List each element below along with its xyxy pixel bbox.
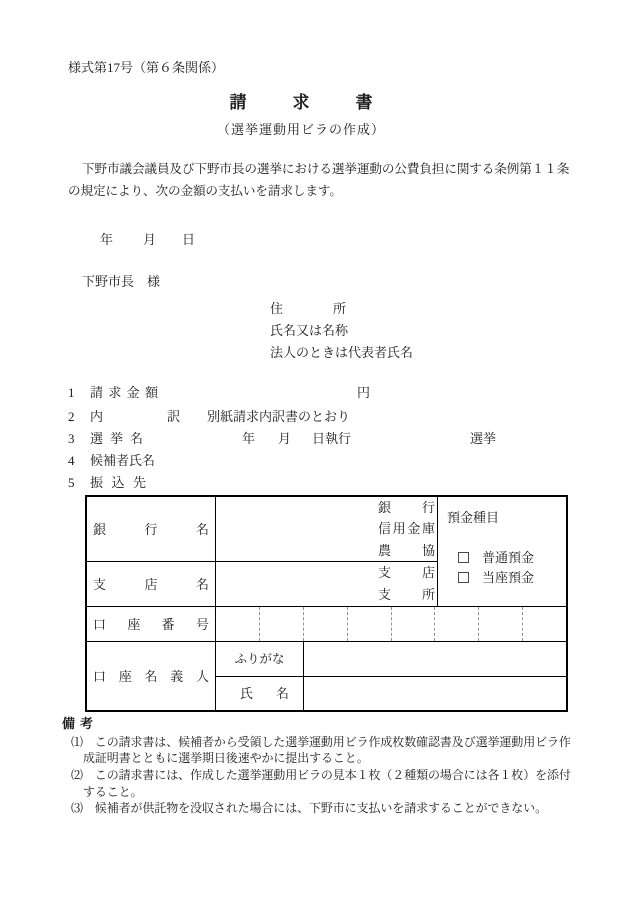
name-or-title-label: 氏名又は名称 — [270, 323, 349, 338]
bank-name-entry-cell — [216, 497, 438, 562]
item-row-election — [0, 432, 630, 448]
document-subtitle-row — [1, 123, 601, 138]
holder-name-input-area[interactable] — [304, 677, 566, 710]
holder-name-row — [216, 677, 566, 710]
election-suffix-label: 選挙 — [470, 431, 497, 446]
deposit-option-label: 当座預金 — [482, 570, 535, 585]
checkbox-icon[interactable] — [458, 552, 469, 563]
bank-type-bank: 銀行 — [378, 499, 435, 515]
furigana-label: ふりがな — [234, 651, 285, 666]
bank-name-label-cell — [87, 497, 216, 562]
date-row — [0, 233, 630, 249]
account-number-label-cell — [87, 607, 216, 642]
item-label-amount: 請求金額 — [90, 385, 158, 400]
branch-type-options — [378, 562, 435, 606]
branch-name-entry-cell — [216, 562, 438, 607]
account-digit-cell[interactable] — [434, 607, 478, 641]
deposit-type-cell — [438, 497, 566, 607]
bank-type-shinkin: 信用金庫 — [378, 521, 435, 537]
election-year-label: 年 — [242, 431, 256, 446]
holder-name-label: 氏名 — [240, 686, 289, 701]
account-holder-label-cell — [87, 642, 216, 710]
addressee: 下野市長 様 — [82, 274, 161, 289]
account-digit-cell[interactable] — [303, 607, 347, 641]
document-subtitle: （選挙運動用ビラの作成） — [216, 122, 385, 137]
account-number-label: 口座番号 — [93, 616, 209, 632]
holder-name-label-cell — [216, 677, 304, 710]
item-label-candidate: 候補者氏名 — [90, 453, 156, 468]
bank-name-input-area[interactable] — [216, 497, 375, 561]
account-digit-cell[interactable] — [216, 607, 259, 641]
form-number: 様式第17号（第６条関係） — [68, 60, 225, 75]
date-day-label: 日 — [182, 232, 196, 247]
election-day-exec-label: 日執行 — [312, 431, 352, 446]
item-number: 1 — [68, 385, 75, 400]
item-label-transfer: 振込先 — [90, 475, 146, 490]
item-number: 4 — [68, 453, 75, 468]
deposit-option-label: 普通預金 — [482, 550, 535, 565]
deposit-option-current — [458, 571, 566, 584]
account-digit-cell[interactable] — [391, 607, 435, 641]
item-row-transfer — [0, 476, 630, 492]
note-line: ⑴ この請求書は、候補者から受領した選挙運動用ビラ作成枚数確認書及び選挙運動用ビラ作 — [71, 735, 571, 749]
branch-type-shiten: 支店 — [378, 565, 435, 580]
account-digit-cell[interactable] — [347, 607, 391, 641]
branch-name-label-cell — [87, 562, 216, 607]
amount-unit-label: 円 — [357, 385, 371, 400]
item-number: 2 — [68, 409, 75, 424]
deposit-options — [458, 551, 566, 584]
document-title-row — [1, 93, 601, 113]
note-line: ⑶ 候補者が供託物を没収された場合には、下野市に支払いを請求することができない。 — [71, 801, 548, 815]
breakdown-value: 別紙請求内訳書のとおり — [207, 409, 351, 424]
body-paragraph-line-2: の規定により、次の金額の支払いを請求します。 — [68, 184, 342, 198]
item-label-election: 選挙名 — [90, 431, 143, 446]
note-line: 成証明書とともに選挙期日後速やかに提出すること。 — [83, 751, 369, 765]
branch-name-input-area[interactable] — [216, 562, 375, 606]
note-line: ⑵ この請求書には、作成した選挙運動用ビラの見本１枚（２種類の場合には各１枚）を添付 — [71, 768, 571, 782]
item-row-breakdown — [0, 410, 630, 426]
account-digit-cell[interactable] — [522, 607, 566, 641]
account-digit-cell[interactable] — [259, 607, 303, 641]
item-row-amount — [0, 386, 630, 402]
deposit-type-label: 預金種目 — [447, 510, 500, 525]
bank-transfer-table — [85, 495, 568, 712]
branch-name-label: 支店名 — [93, 576, 209, 592]
item-label-breakdown: 内訳 — [90, 409, 180, 424]
election-month-label: 月 — [278, 431, 292, 446]
body-paragraph-line-1: 下野市議会議員及び下野市長の選挙における選挙運動の公費負担に関する条例第１１条 — [82, 162, 570, 176]
address-label: 住所 — [270, 301, 346, 316]
checkbox-icon[interactable] — [458, 572, 469, 583]
account-digit-cell[interactable] — [478, 607, 522, 641]
date-month-label: 月 — [143, 232, 157, 247]
item-number: 5 — [68, 475, 75, 490]
note-line: すること。 — [83, 785, 143, 799]
branch-type-shisho: 支所 — [378, 587, 435, 602]
bank-type-nokyo: 農協 — [378, 542, 435, 558]
item-row-candidate — [0, 454, 630, 470]
corporate-rep-label: 法人のときは代表者氏名 — [270, 345, 414, 360]
furigana-label-cell — [216, 642, 304, 676]
item-number: 3 — [68, 431, 75, 446]
document-title: 請求書 — [229, 93, 419, 112]
notes-heading: 備考 — [62, 716, 99, 731]
bank-type-options — [378, 497, 435, 562]
date-year-label: 年 — [100, 232, 114, 247]
furigana-input-area[interactable] — [304, 642, 566, 676]
furigana-row — [216, 642, 566, 677]
bank-name-label: 銀行名 — [93, 521, 209, 537]
account-holder-label: 口座名義人 — [93, 668, 209, 684]
account-number-cells — [216, 607, 566, 642]
deposit-option-ordinary — [458, 551, 566, 564]
